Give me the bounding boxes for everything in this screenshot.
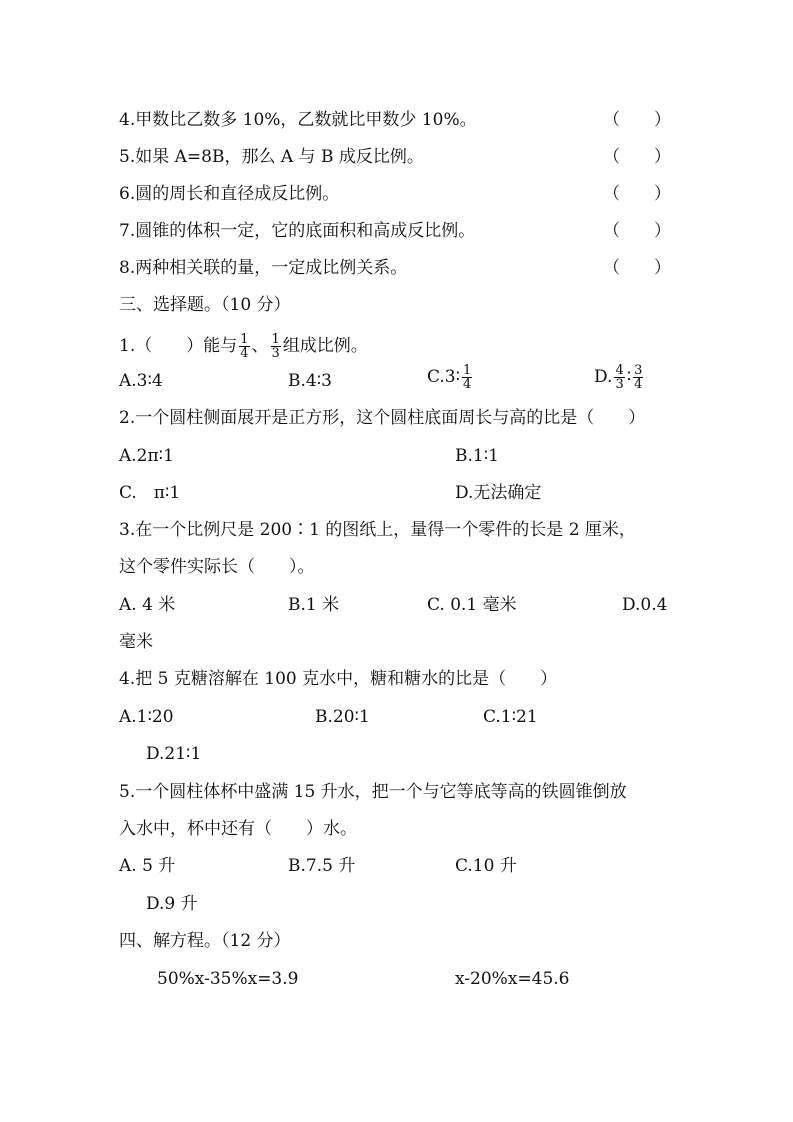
- option-d-continued: 毫米: [119, 632, 153, 652]
- option-a[interactable]: A.1∶20: [119, 707, 174, 727]
- q1-separator: 、: [251, 336, 269, 356]
- option-c[interactable]: C. π∶1: [119, 483, 181, 503]
- option-b[interactable]: B.1 米: [288, 595, 340, 615]
- question-4: 4.把 5 克糖溶解在 100 克水中，糖和糖水的比是（ ）: [119, 669, 558, 689]
- fraction-one-third: $\frac{1}{3}$: [271, 332, 280, 361]
- option-d[interactable]: D.9 升: [146, 894, 198, 914]
- judgment-item-4: 4.甲数比乙数多 10%，乙数就比甲数少 10%。: [119, 110, 477, 130]
- question-5: 5.一个圆柱体杯中盛满 15 升水，把一个与它等底等高的铁圆锥倒放: [119, 782, 627, 802]
- question-2: 2.一个圆柱侧面展开是正方形，这个圆柱底面周长与高的比是（ ）: [119, 408, 646, 428]
- option-d[interactable]: D.0.4: [622, 595, 668, 615]
- option-d[interactable]: D.无法确定: [455, 483, 542, 503]
- option-d[interactable]: D. $\frac{4}{3}$ ∶ $\frac{3}{4}$: [594, 363, 643, 392]
- fraction-four-thirds: $\frac{4}{3}$: [615, 363, 624, 392]
- equation-2: x-20%x=45.6: [455, 969, 570, 989]
- option-c[interactable]: C. 0.1 毫米: [427, 595, 517, 615]
- fraction-three-quarters: $\frac{3}{4}$: [634, 363, 643, 392]
- option-d[interactable]: D.21∶1: [146, 744, 202, 764]
- option-a[interactable]: A.2π∶1: [119, 446, 174, 466]
- judgment-item-6: 6.圆的周长和直径成反比例。: [119, 184, 340, 204]
- answer-blank[interactable]: （ ）: [603, 184, 671, 204]
- fraction-one-quarter: $\frac{1}{4}$: [463, 363, 472, 392]
- question-3: 3.在一个比例尺是 200∶1 的图纸上，量得一个零件的长是 2 厘米，: [119, 520, 636, 540]
- option-b[interactable]: B.20∶1: [315, 707, 370, 727]
- judgment-item-7: 7.圆锥的体积一定，它的底面积和高成反比例。: [119, 221, 476, 241]
- option-b[interactable]: B.1∶1: [455, 446, 499, 466]
- question-5-continued: 入水中，杯中还有（ ）水。: [119, 819, 357, 839]
- option-b[interactable]: B.4∶3: [288, 371, 332, 391]
- option-a[interactable]: A. 4 米: [119, 595, 176, 615]
- equation-1: 50%x-35%x=3.9: [157, 969, 299, 989]
- option-b[interactable]: B.7.5 升: [288, 856, 356, 876]
- judgment-item-5: 5.如果 A=8B，那么 A 与 B 成反比例。: [119, 147, 424, 167]
- q1-suffix: 组成比例。: [282, 336, 368, 356]
- answer-blank[interactable]: （ ）: [603, 147, 671, 167]
- option-c[interactable]: C.3∶ $\frac{1}{4}$: [427, 363, 472, 392]
- option-c[interactable]: C.1∶21: [483, 707, 538, 727]
- answer-blank[interactable]: （ ）: [603, 110, 671, 130]
- q1-prefix: 1.（ ）能与: [119, 336, 238, 356]
- question-3-continued: 这个零件实际长（ ）。: [119, 557, 315, 577]
- section-title-choice: 三、选择题。（10 分）: [119, 295, 291, 315]
- answer-blank[interactable]: （ ）: [603, 221, 671, 241]
- option-c[interactable]: C.10 升: [455, 856, 517, 876]
- fraction-one-quarter: $\frac{1}{4}$: [240, 332, 249, 361]
- judgment-item-8: 8.两种相关联的量，一定成比例关系。: [119, 258, 408, 278]
- question-1: [119, 331, 368, 361]
- option-a[interactable]: A. 5 升: [119, 856, 176, 876]
- section-title-equations: 四、解方程。（12 分）: [119, 931, 291, 951]
- answer-blank[interactable]: （ ）: [603, 258, 671, 278]
- option-a[interactable]: A.3∶4: [119, 371, 163, 391]
